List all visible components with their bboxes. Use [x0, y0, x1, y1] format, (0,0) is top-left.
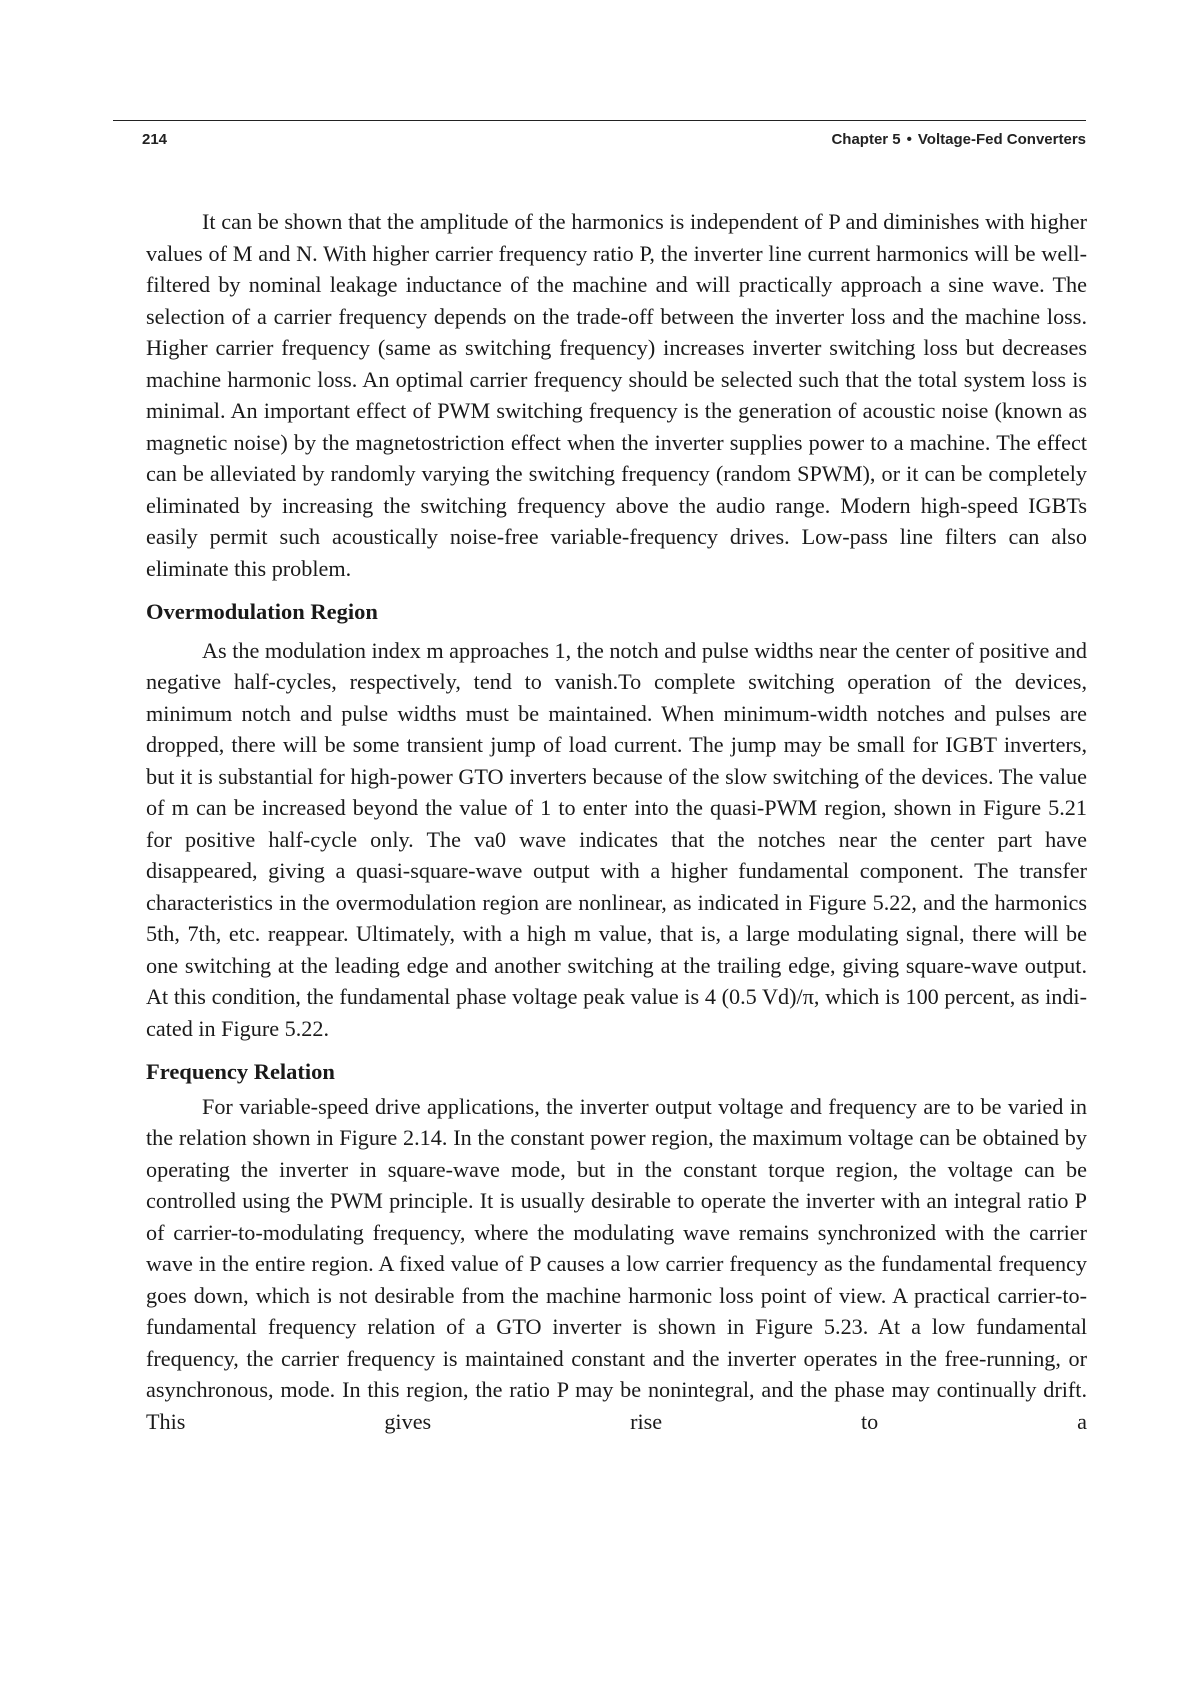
- paragraph-overmodulation: As the modulation index m approaches 1, the notch and pulse widths near the center of positive and negative half-cycles, respectively, tend to vanish.To complete switching operation of the devices, minimum notch and pulse widths must be maintained. When minimum-width notches and pulses are dropped, there will be some transient jump of load current. The jump may be small for IGBT inverters, but it is substantial for high-power GTO inverters because of the slow switching of the devices. The value of m can be increased beyond the value of 1 to enter into the quasi-PWM region, shown in Figure 5.21 for positive half-cycle only. The va0 wave indicates that the notches near the center part have disappeared, giving a quasi-square-wave output with a higher fundamental component. The transfer characteristics in the overmodulation region are nonlinear, as indicated in Figure 5.22, and the harmonics 5th, 7th, etc. reappear. Ultimately, with a high m value, that is, a large modulating signal, there will be one switching at the leading edge and another switching at the trailing edge, giving square-wave output. At this condition, the fundamental phase voltage peak value is 4 (0.5 Vd)/π, which is 100 percent, as indicated in Figure 5.22.: [146, 637, 1087, 1041]
- section-heading-frequency-relation: Frequency Relation: [146, 1059, 335, 1084]
- bullet-separator: •: [906, 131, 912, 148]
- paragraph-harmonics: It can be shown that the amplitude of the harmonics is independent of P and diminishes with higher values of M and N. With higher carrier frequency ratio P, the inverter line current harmonics will be well-filtered by nominal leakage inductance of the machine and will practically approach a sine wave. The selection of a carrier frequency depends on the trade-off between the inverter loss and the machine loss. Higher carrier frequency (same as switching frequency) increases inverter switching loss but decreases machine harmonic loss. An optimal carrier frequency should be selected such that the total system loss is minimal. An important effect of PWM switching frequency is the generation of acoustic noise (known as magnetic noise) by the magnetostriction effect when the inverter supplies power to a machine. The effect can be alleviated by randomly varying the switching frequency (random SPWM), or it can be completely eliminated by increasing the switching frequency above the audio range. Modern high-speed IGBTs easily permit such acoustically noise-free variable-frequency drives. Low-pass line filters can also eliminate this problem.: [146, 209, 1087, 581]
- chapter-label: Chapter 5: [831, 131, 901, 148]
- running-head: [831, 131, 1086, 148]
- header-rule: [113, 120, 1086, 121]
- section-heading-overmodulation: Overmodulation Region: [146, 599, 378, 624]
- paragraph-frequency-relation: For variable-speed drive applications, the inverter output voltage and frequency are to be varied in the relation shown in Figure 2.14. In the constant power region, the maximum voltage can be obtained by operating the inverter in square-wave mode, but in the constant torque region, the voltage can be controlled using the PWM principle. It is usually desirable to operate the inverter with an integral ratio P of carrier-to-modulating frequency, where the modulating wave remains synchronized with the carrier wave in the entire region. A fixed value of P causes a low carrier frequency as the fundamental frequency goes down, which is not desirable from the machine harmonic loss point of view. A practical carrier-to-fundamental frequency relation of a GTO inverter is shown in Figure 5.23. At a low fundamental frequency, the carrier frequency is maintained constant and the inverter operates in the free-running, or asynchronous, mode. In this region, the ratio P may be nonintegral, and the phase may continually drift. This gives rise to a: [146, 1093, 1087, 1434]
- page-number: 214: [142, 131, 168, 148]
- chapter-title: Voltage-Fed Converters: [917, 131, 1086, 148]
- body-text: [146, 206, 1087, 1437]
